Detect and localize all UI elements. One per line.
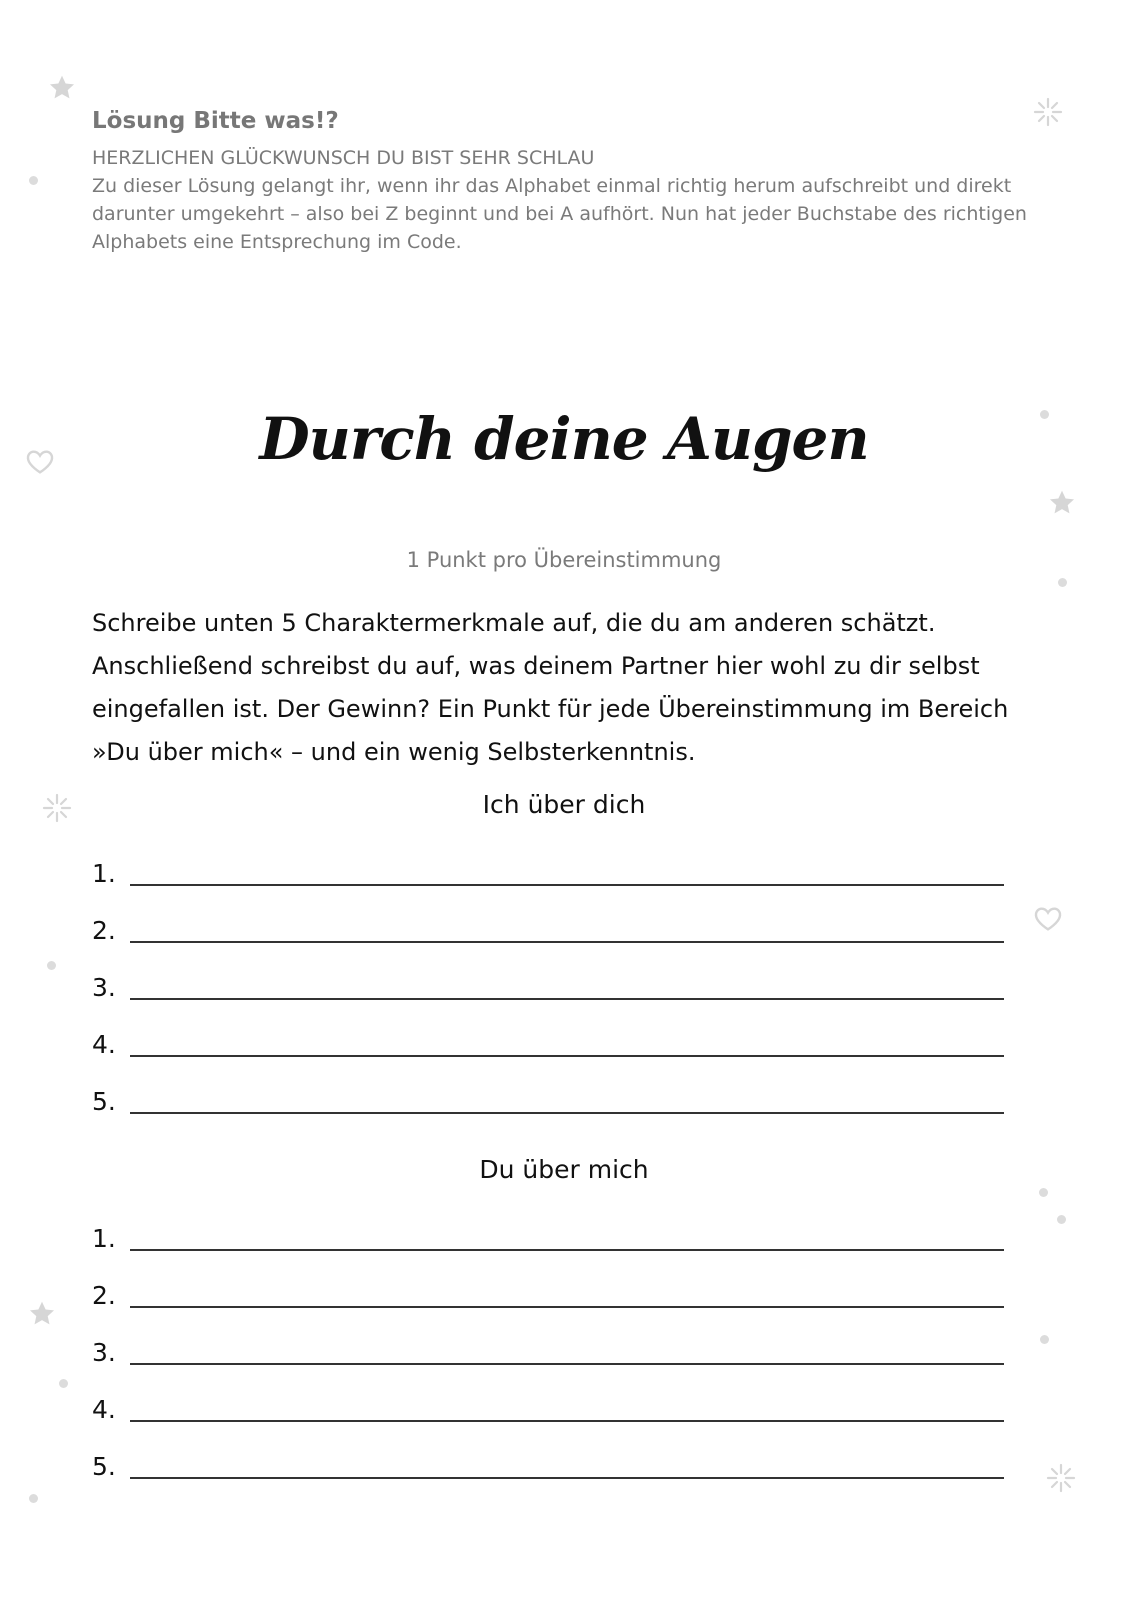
dot (29, 176, 38, 185)
line-number: 4. (92, 1030, 116, 1059)
line-number: 2. (92, 1281, 116, 1310)
dot (1058, 578, 1067, 587)
solution-title: Lösung Bitte was!? (92, 108, 339, 134)
section-title-ich-ueber-dich: Ich über dich (482, 790, 646, 819)
answer-line[interactable] (92, 1213, 1004, 1253)
answer-line[interactable] (92, 1384, 1004, 1424)
sparkle-icon (1046, 1463, 1076, 1493)
write-line[interactable] (130, 998, 1004, 1000)
write-line[interactable] (130, 1306, 1004, 1308)
dot (1057, 1215, 1066, 1224)
star-icon (1048, 489, 1076, 517)
dot (29, 1494, 38, 1503)
line-number: 3. (92, 1338, 116, 1367)
solution-text: Zu dieser Lösung gelangt ihr, wenn ihr das Alphabet einmal richtig herum aufschreibt und direkt darunter umgekehrt – also bei Z beginnt und bei A aufhört. Nun hat jeder Buchstabe des richtigen Alphabets eine Entsprechung im Code. (92, 175, 1027, 253)
write-line[interactable] (130, 1112, 1004, 1114)
answer-line[interactable] (92, 1076, 1004, 1116)
line-number: 1. (92, 859, 116, 888)
solution-heading: HERZLICHEN GLÜCKWUNSCH DU BIST SEHR SCHLAU (92, 147, 595, 169)
write-line[interactable] (130, 1420, 1004, 1422)
scoring-subtitle: 1 Punkt pro Übereinstimmung (406, 548, 722, 572)
answer-line[interactable] (92, 905, 1004, 945)
star-icon (28, 1300, 56, 1328)
line-number: 1. (92, 1224, 116, 1253)
answer-line[interactable] (92, 1019, 1004, 1059)
write-line[interactable] (130, 884, 1004, 886)
answer-line[interactable] (92, 848, 1004, 888)
line-number: 3. (92, 973, 116, 1002)
answer-line[interactable] (92, 1327, 1004, 1367)
write-line[interactable] (130, 941, 1004, 943)
answer-line[interactable] (92, 1270, 1004, 1310)
solution-block (92, 108, 1042, 256)
dot (1039, 1188, 1048, 1197)
write-line[interactable] (130, 1055, 1004, 1057)
line-number: 4. (92, 1395, 116, 1424)
dot (47, 961, 56, 970)
line-number: 2. (92, 916, 116, 945)
dot (59, 1379, 68, 1388)
page-title: Durch deine Augen (259, 405, 869, 473)
line-number: 5. (92, 1087, 116, 1116)
star-icon (48, 74, 76, 102)
line-number: 5. (92, 1452, 116, 1481)
write-line[interactable] (130, 1249, 1004, 1251)
write-line[interactable] (130, 1363, 1004, 1365)
write-line[interactable] (130, 1477, 1004, 1479)
answer-line[interactable] (92, 962, 1004, 1002)
heart-icon (1032, 902, 1064, 934)
dot (1040, 1335, 1049, 1344)
answer-line[interactable] (92, 1441, 1004, 1481)
instructions-text: Schreibe unten 5 Charaktermerkmale auf, die du am anderen schätzt. Anschließend schreibst du auf, was deinem Partner hier wohl zu dir selbst eingefallen ist. Der Gewinn? Ein Punkt für jede Übereinstimmung im Bereich »Du über mich« – und ein wenig Selbsterkenntnis. (92, 609, 1009, 766)
section-title-du-ueber-mich: Du über mich (479, 1155, 649, 1184)
